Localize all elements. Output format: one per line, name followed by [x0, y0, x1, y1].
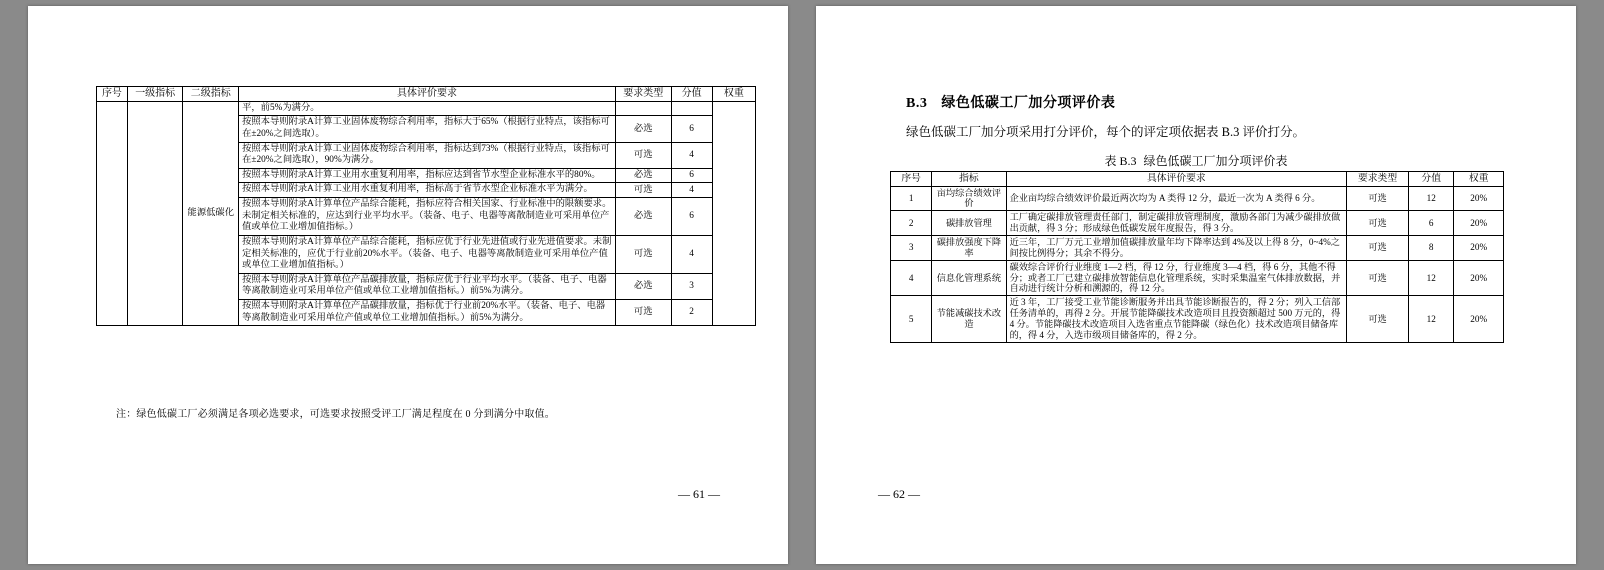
col-header-index: 序号	[891, 172, 932, 187]
cell-type: 必选	[615, 168, 671, 183]
table-row	[891, 296, 1504, 342]
col-header-l1: 一级指标	[127, 87, 183, 102]
table-caption-text: 绿色低碳工厂加分项评价表	[1143, 154, 1288, 168]
cell-requirement: 按照本导则附录A计算工业固体废物综合利用率，指标达到73%（根据行业特点，该指标可在±20%之间选取），90%为满分。	[239, 142, 616, 168]
cell-score: 2	[671, 299, 712, 325]
col-header-type: 要求类型	[1347, 172, 1409, 187]
cell-weight: 20%	[1454, 211, 1504, 236]
table-note: 注：绿色低碳工厂必须满足各项必选要求，可选要求按照受评工厂满足程度在 0 分到满分中取值。	[116, 409, 555, 420]
table-row	[891, 235, 1504, 260]
page-right	[816, 6, 1576, 564]
cell-type: 可选	[615, 299, 671, 325]
cell-index: 4	[891, 260, 932, 296]
cell-weight: 20%	[1454, 260, 1504, 296]
cell-requirement: 按照本导则附录A计算工业固体废物综合利用率，指标大于65%（根据行业特点，该指标可在±20%之间选取）。	[239, 116, 616, 142]
cell-requirement: 近 3 年，工厂接受工业节能诊断服务并出具节能诊断报告的，得 2 分；列入工信部任务清单的，再得 2 分。开展节能降碳技术改造项目且投资额超过 500 万元的，得 4 分。节能降碳技术改造项目入选省重点节能降碳（绿色化）技术改造项目储备库的，得 4 分，入选市级项目储备库的，得 2 分。	[1006, 296, 1347, 342]
col-header-score: 分值	[1409, 172, 1454, 187]
cell-indicator: 信息化管理系统	[932, 260, 1006, 296]
col-header-weight: 权重	[1454, 172, 1504, 187]
cell-indicator: 亩均综合绩效评价	[932, 186, 1006, 211]
cell-index: 2	[891, 211, 932, 236]
cell-score: 4	[671, 235, 712, 273]
cell-type: 可选	[1347, 235, 1409, 260]
section-heading	[906, 92, 1115, 112]
cell-type: 必选	[615, 273, 671, 299]
cell-indicator: 碳排放管理	[932, 211, 1006, 236]
cell-weight-span	[712, 101, 755, 325]
cell-score: 12	[1409, 260, 1454, 296]
cell-l2-category: 能源低碳化	[183, 101, 239, 325]
col-header-type: 要求类型	[615, 87, 671, 102]
cell-weight: 20%	[1454, 235, 1504, 260]
cell-score: 12	[1409, 186, 1454, 211]
cell-index-span	[97, 101, 128, 325]
left-evaluation-table	[96, 86, 756, 326]
cell-index: 1	[891, 186, 932, 211]
table-row	[891, 260, 1504, 296]
cell-requirement: 按照本导则附录A计算单位产品综合能耗，指标应符合相关国家、行业标准中的限额要求。未制定相关标准的，应达到行业平均水平。（装备、电子、电器等离散制造业可采用单位产值或单位工业增加值指标。）	[239, 198, 616, 236]
cell-requirement: 企业亩均综合绩效评价最近两次均为 A 类得 12 分，最近一次为 A 类得 6 分。	[1006, 186, 1347, 211]
table-row	[891, 211, 1504, 236]
col-header-index: 序号	[97, 87, 128, 102]
cell-type: 必选	[615, 198, 671, 236]
section-paragraph: 绿色低碳工厂加分项采用打分评价，每个的评定项依据表 B.3 评价打分。	[906, 125, 1305, 139]
cell-score: 6	[671, 198, 712, 236]
cell-requirement: 工厂确定碳排放管理责任部门，制定碳排放管理制度，激励各部门为减少碳排放做出贡献，得 3 分；形成绿色低碳发展年度报告，得 3 分。	[1006, 211, 1347, 236]
section-heading-text: 绿色低碳工厂加分项评价表	[941, 96, 1116, 111]
cell-requirement: 按照本导则附录A计算单位产品综合能耗，指标应优于行业先进值或行业先进值要求。未制定相关标准的，应优于行业前20%水平。（装备、电子、电器等离散制造业可采用单位产值或单位工业增加值指标。）	[239, 235, 616, 273]
col-header-l2: 二级指标	[183, 87, 239, 102]
cell-score	[671, 101, 712, 116]
cell-type: 可选	[1347, 211, 1409, 236]
cell-requirement: 近三年，工厂万元工业增加值碳排放量年均下降率达到 4%及以上得 8 分，0~4%之间按比例得分；其余不得分。	[1006, 235, 1347, 260]
cell-type: 可选	[615, 142, 671, 168]
cell-requirement: 按照本导则附录A计算单位产品碳排放量，指标应优于行业平均水平。（装备、电子、电器等离散制造业可采用单位产值或单位工业增加值指标。）前5%为满分。	[239, 273, 616, 299]
cell-weight: 20%	[1454, 296, 1504, 342]
col-header-indicator: 指标	[932, 172, 1006, 187]
table-caption-label: 表 B.3	[1104, 154, 1137, 168]
cell-requirement: 碳效综合评价行业维度 1—2 档，得 12 分，行业维度 3—4 档，得 6 分，其他不得分；或者工厂已建立碳排放智能信息化管理系统，实时采集温室气体排放数据，并自动进行统计分析和溯源的，得 12 分。	[1006, 260, 1347, 296]
section-heading-number: B.3	[906, 96, 928, 111]
cell-requirement: 按照本导则附录A计算工业用水重复利用率，指标应达到省节水型企业标准水平的80%。	[239, 168, 616, 183]
page-left	[28, 6, 788, 564]
cell-type: 可选	[615, 235, 671, 273]
cell-score: 6	[1409, 211, 1454, 236]
cell-index: 5	[891, 296, 932, 342]
table-header-row	[891, 172, 1504, 187]
table-header-row	[97, 87, 756, 102]
cell-score: 6	[671, 116, 712, 142]
cell-score: 4	[671, 183, 712, 198]
cell-weight: 20%	[1454, 186, 1504, 211]
cell-score: 3	[671, 273, 712, 299]
page-number-right: — 62 —	[878, 487, 920, 501]
cell-requirement: 按照本导则附录A计算工业用水重复利用率，指标高于省节水型企业标准水平为满分。	[239, 183, 616, 198]
cell-score: 12	[1409, 296, 1454, 342]
cell-type: 必选	[615, 116, 671, 142]
table-row	[891, 186, 1504, 211]
col-header-weight: 权重	[712, 87, 755, 102]
cell-type: 可选	[1347, 296, 1409, 342]
cell-l1-span	[127, 101, 183, 325]
table-caption	[816, 152, 1576, 169]
col-header-requirement: 具体评价要求	[239, 87, 616, 102]
cell-indicator: 节能减碳技术改造	[932, 296, 1006, 342]
cell-score: 8	[1409, 235, 1454, 260]
cell-score: 4	[671, 142, 712, 168]
col-header-score: 分值	[671, 87, 712, 102]
cell-requirement: 平，前5%为满分。	[239, 101, 616, 116]
cell-requirement: 按照本导则附录A计算单位产品碳排放量，指标优于行业前20%水平。（装备、电子、电器等离散制造业可采用单位产值或单位工业增加值指标。）前5%为满分。	[239, 299, 616, 325]
table-row	[97, 101, 756, 116]
right-bonus-table	[890, 171, 1504, 343]
page-number-left: — 61 —	[678, 487, 720, 501]
cell-index: 3	[891, 235, 932, 260]
cell-type	[615, 101, 671, 116]
cell-score: 6	[671, 168, 712, 183]
col-header-requirement: 具体评价要求	[1006, 172, 1347, 187]
cell-type: 可选	[615, 183, 671, 198]
cell-type: 可选	[1347, 260, 1409, 296]
cell-type: 可选	[1347, 186, 1409, 211]
cell-indicator: 碳排放强度下降率	[932, 235, 1006, 260]
